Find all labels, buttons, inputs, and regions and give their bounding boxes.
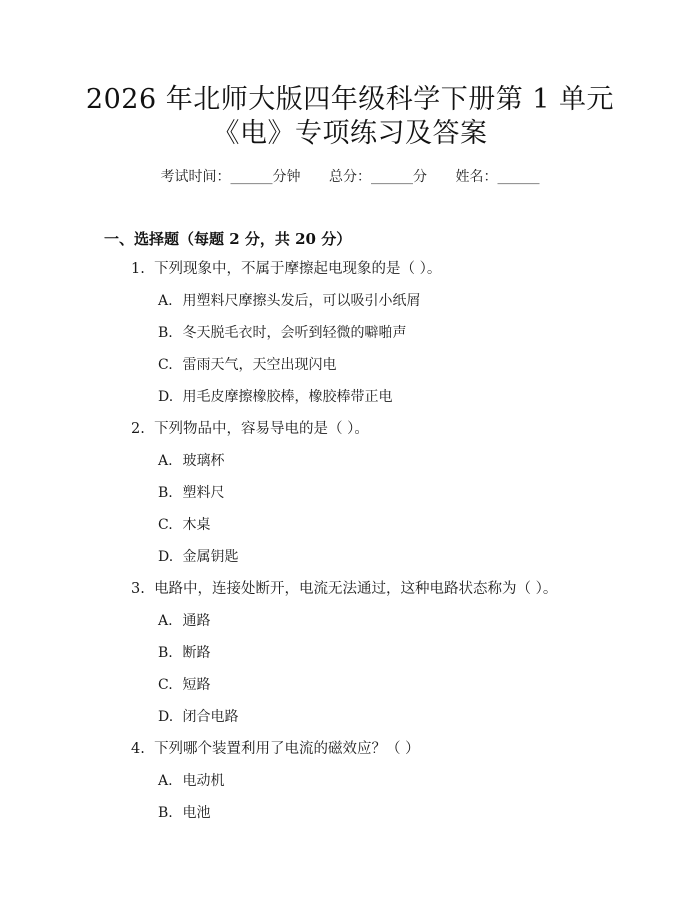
option-letter: B.: [158, 805, 173, 821]
question-1-option-a: [158, 291, 420, 311]
question-2-option-c: [158, 515, 210, 535]
question-3: [131, 579, 557, 599]
option-letter: D.: [158, 709, 174, 725]
option-letter: A.: [158, 613, 173, 629]
option-text: 玻璃杯: [182, 453, 225, 469]
option-letter: A.: [158, 293, 173, 309]
question-text: 下列物品中，容易导电的是（ ）。: [154, 421, 369, 437]
option-text: 通路: [182, 613, 211, 629]
question-text: 电路中，连接处断开，电流无法通过，这种电路状态称为（ ）。: [154, 581, 558, 597]
option-text: 电池: [182, 805, 211, 821]
question-3-option-a: [158, 611, 210, 631]
option-text: 闭合电路: [182, 709, 239, 725]
option-text: 用毛皮摩擦橡胶棒，橡胶棒带正电: [182, 389, 393, 405]
option-letter: B.: [158, 325, 173, 341]
question-number: 4.: [131, 741, 145, 757]
exam-time-field: 考试时间：______分钟: [160, 169, 301, 185]
option-text: 雷雨天气，天空出现闪电: [182, 357, 337, 373]
question-number: 3.: [131, 581, 145, 597]
section-heading: 一、选择题（每题 2 分，共 20 分）: [104, 230, 352, 248]
question-2: [131, 419, 369, 439]
question-1-option-b: [158, 323, 406, 343]
option-text: 短路: [182, 677, 211, 693]
question-3-option-d: [158, 707, 238, 727]
question-text: 下列哪个装置利用了电流的磁效应？（ ）: [154, 741, 420, 757]
question-1: [131, 259, 441, 279]
option-letter: D.: [158, 549, 174, 565]
option-letter: C.: [158, 677, 173, 693]
option-text: 电动机: [182, 773, 225, 789]
question-2-option-b: [158, 483, 224, 503]
total-score-field: 总分：______分: [329, 169, 427, 185]
option-text: 金属钥匙: [182, 549, 239, 565]
option-letter: A.: [158, 773, 173, 789]
option-letter: D.: [158, 389, 174, 405]
question-text: 下列现象中，不属于摩擦起电现象的是（ ）。: [154, 261, 442, 277]
option-text: 木桌: [182, 517, 211, 533]
question-2-option-d: [158, 547, 238, 567]
question-3-option-c: [158, 675, 210, 695]
option-letter: A.: [158, 453, 173, 469]
document-title-line-2: 《电》专项练习及答案: [212, 118, 488, 149]
question-4-option-b: [158, 803, 210, 823]
option-text: 用塑料尺摩擦头发后，可以吸引小纸屑: [182, 293, 421, 309]
student-name-field: 姓名：______: [455, 169, 540, 185]
question-number: 2.: [131, 421, 145, 437]
question-3-option-b: [158, 643, 210, 663]
question-4: [131, 739, 420, 759]
question-number: 1.: [131, 261, 145, 277]
question-1-option-c: [158, 355, 336, 375]
document-title-line-1: 2026 年北师大版四年级科学下册第 1 单元: [85, 84, 615, 115]
option-text: 塑料尺: [182, 485, 225, 501]
question-2-option-a: [158, 451, 224, 471]
option-letter: B.: [158, 645, 173, 661]
option-text: 断路: [182, 645, 211, 661]
exam-info-line: [0, 167, 700, 187]
question-1-option-d: [158, 387, 392, 407]
option-letter: C.: [158, 517, 173, 533]
option-letter: B.: [158, 485, 173, 501]
option-letter: C.: [158, 357, 173, 373]
option-text: 冬天脱毛衣时，会听到轻微的噼啪声: [182, 325, 407, 341]
question-4-option-a: [158, 771, 224, 791]
